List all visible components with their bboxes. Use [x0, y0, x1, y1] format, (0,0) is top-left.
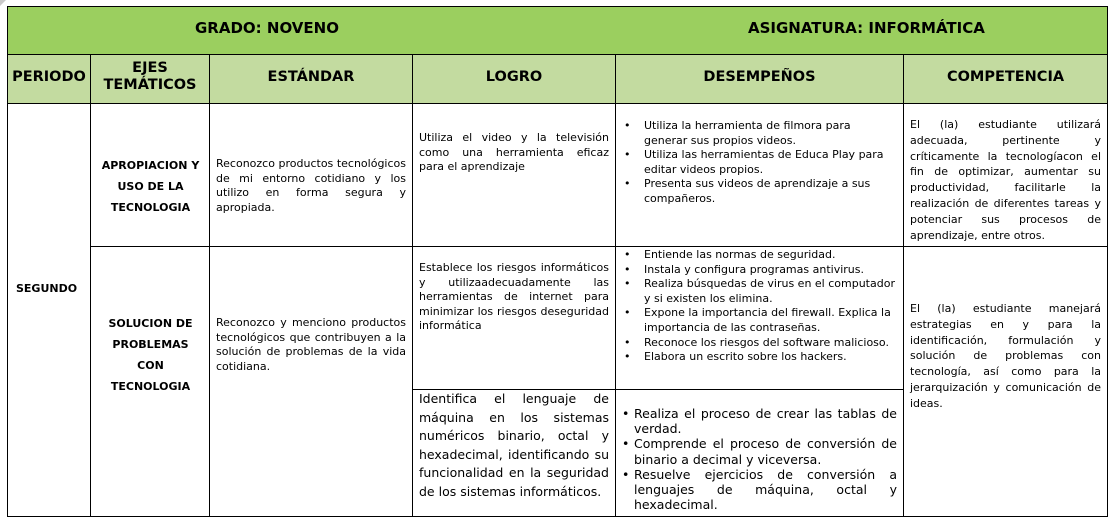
- competencia-text: El (la) estudiante utilizará adecuada, pertinente y críticamente la tecnologíacon el fin de optimizar, aumentar su productividad, facilitarle la realización de diferentes tareas y potenciar sus procesos de aprendizaje, entre otros.: [910, 118, 1101, 242]
- table-border: [7, 103, 1108, 104]
- estandar-text: Reconozco productos tecnológicos de mi entorno cotidiano y los utilizo en forma segura y apropiada.: [216, 157, 406, 214]
- list-item: • Realiza el proceso de crear las tablas de verdad.: [618, 406, 897, 436]
- list-item: • Reconoce los riesgos del software malicioso.: [618, 336, 895, 351]
- table-border: [90, 54, 91, 517]
- column-header-estandar: ESTÁNDAR: [267, 69, 355, 85]
- column-header-competencia: COMPETENCIA: [946, 69, 1065, 85]
- logro-text: Identifica el lenguaje de máquina en los sistemas numéricos binario, octal y hexadecimal, identificando su funcionalidad en la seguridad de los sistemas informáticos.: [419, 391, 609, 499]
- list-item: • Utiliza la herramienta de filmora para generar sus propios videos.: [618, 119, 895, 148]
- column-header-logro: LOGRO: [485, 69, 543, 85]
- list-item: • Expone la importancia del firewall. Explica la importancia de las contraseñas.: [618, 306, 895, 335]
- logro-text: Utiliza el video y la televisión como una herramienta eficaz para el aprendizaje: [419, 131, 609, 174]
- list-item: • Resuelve ejercicios de conversión a lenguajes de máquina, octal y hexadecimal.: [618, 467, 897, 513]
- eje-tematico: SOLUCION DE PROBLEMAS CON TECNOLOGIA: [108, 317, 193, 393]
- periodo-value: SEGUNDO: [16, 282, 78, 295]
- eje-tematico: APROPIACION Y USO DE LA TECNOLOGIA: [101, 159, 200, 214]
- desempenos-list: [618, 119, 895, 207]
- list-item: • Elabora un escrito sobre los hackers.: [618, 350, 895, 365]
- table-border: [90, 246, 1108, 247]
- desempenos-list: [618, 248, 895, 365]
- list-item: • Comprende el proceso de conversión de binario a decimal y viceversa.: [618, 436, 897, 466]
- asignatura-title: ASIGNATURA: INFORMÁTICA: [748, 19, 985, 37]
- list-item: • Presenta sus videos de aprendizaje a sus compañeros.: [618, 177, 895, 206]
- estandar-text: Reconozco y menciono productos tecnológicos que contribuyen a la solución de problemas de la vida cotidiana.: [216, 316, 406, 373]
- table-border: [7, 54, 1108, 55]
- list-item: • Entiende las normas de seguridad.: [618, 248, 895, 263]
- list-item: • Realiza búsquedas de virus en el computador y si existen los elimina.: [618, 277, 895, 306]
- table-border: [615, 54, 616, 517]
- grado-title: GRADO: NOVENO: [195, 19, 339, 37]
- logro-text: Establece los riesgos informáticos y utilizaadecuadamente las herramientas de internet para minimizar los riesgos deseguridad informática: [419, 261, 609, 333]
- table-border: [903, 54, 904, 517]
- column-header-periodo: PERIODO: [12, 69, 86, 85]
- competencia-text: El (la) estudiante manejará estrategias en y para la identificación, formulación y solución de problemas con tecnología, así como para la jerarquización y comunicación de ideas.: [910, 302, 1101, 410]
- table-border: [1107, 6, 1108, 517]
- corner-marker: [0, 0, 6, 6]
- table-border: [7, 6, 1108, 7]
- table-border: [209, 54, 210, 517]
- table-border: [7, 516, 1108, 517]
- table-border: [412, 54, 413, 517]
- column-header-ejes: EJES TEMÁTICOS: [103, 60, 197, 93]
- list-item: • Instala y configura programas antivirus.: [618, 263, 895, 278]
- column-header-desempenos: DESEMPEÑOS: [703, 69, 816, 85]
- desempenos-list: [618, 406, 897, 512]
- list-item: • Utiliza las herramientas de Educa Play para editar videos propios.: [618, 148, 895, 177]
